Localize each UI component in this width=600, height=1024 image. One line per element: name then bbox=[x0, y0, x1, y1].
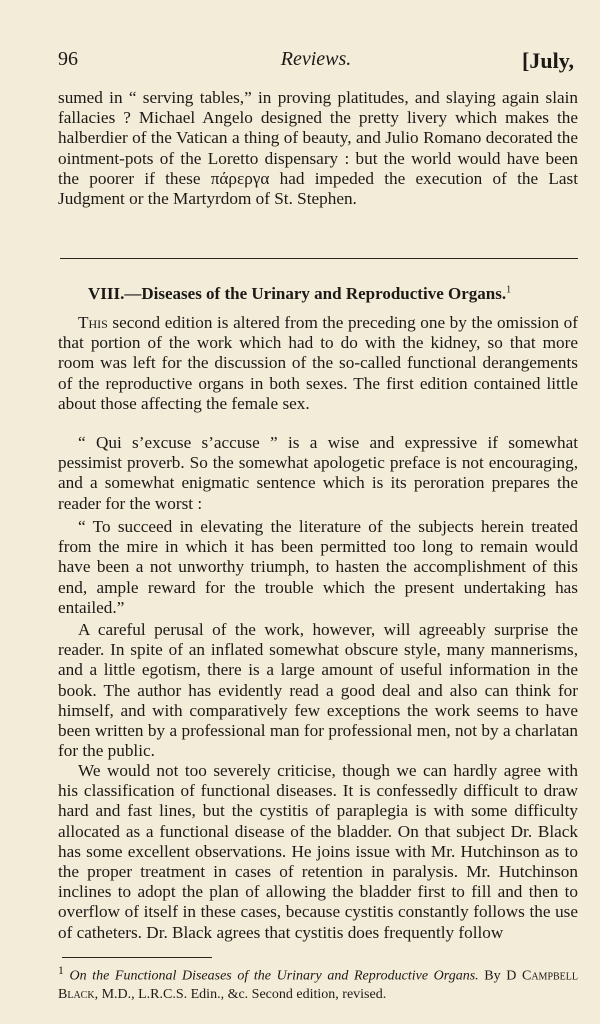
section-heading bbox=[88, 284, 588, 304]
page-number: 96 bbox=[58, 48, 78, 70]
section-divider bbox=[60, 258, 578, 259]
paragraph-3: A careful perusal of the work, however, will agreeably surprise the reader. In spite of an inflated somewhat obscure style, many mannerisms, and a little egotism, there is a large amount of useful information in the book. The author has evidently read a good deal and also can think for himself, and with comparatively few exceptions the work seems to have been written by a professional man for professional men, not by a charlatan for the public. bbox=[58, 620, 578, 761]
paragraph-2: “ Qui s’excuse s’accuse ” is a wise and expressive if somewhat pessimist proverb. So the somewhat apologetic preface is not encouraging, and a somewhat enigmatic sentence which is its peroration prepares the reader for the worst : bbox=[58, 433, 578, 513]
footnote-details: , M.D., L.R.C.S. Edin., &c. Second edition, revised. bbox=[94, 986, 387, 1002]
intro-paragraph: sumed in “ serving tables,” in proving platitudes, and slaying again slain fallacies ? Michael Angelo designed the pretty livery which makes the halberdier of the Vatican a thing of beauty, and Julio Romano decorated the ointment-pots of the Loretto dispensary : but the world would have been the poorer if these πάρεργα had impeded the execution of the Last Judgment or the Martyrdom of St. Stephen. bbox=[58, 88, 578, 209]
issue-label: [July, bbox=[522, 48, 574, 73]
block-quote: “ To succeed in elevating the literature of the subjects herein treated from the mire in which it has been permitted too long to remain would have been a not unworthy triumph, to hasten the accomplishment of this end, ample reward for the trouble which the present undertaking has entailed.” bbox=[58, 517, 578, 617]
paragraph-1-text: second edition is altered from the preceding one by the omission of that portion of the work which had to do with the kidney, so that more room was left for the discussion of the so-called functional derangements of the reproductive organs in both sexes. The first edition contained little about those affecting the female sex. bbox=[58, 313, 578, 413]
paragraph-4: We would not too severely criticise, though we can hardly agree with his classification of functional diseases. It is confessedly difficult to draw hard and fast lines, but the cystitis of paraplegia is with some difficulty allocated as a functional disease of the bladder. On that subject Dr. Black has some excellent observations. He joins issue with Mr. Hutchinson as to the proper treatment in cases of retention in paralysis. Mr. Hutchinson inclines to adopt the plan of allowing the bladder first to fill and then to overflow of itself in these cases, because cystitis constantly follows the use of catheters. Dr. Black agrees that cystitis does frequently follow bbox=[58, 761, 578, 942]
footnote-author: Campbell Black bbox=[58, 968, 579, 1002]
heading-footnote-marker: 1 bbox=[506, 284, 512, 296]
section-heading-text: VIII.—Diseases of the Urinary and Reproductive Organs. bbox=[88, 284, 507, 303]
paragraph-1-lead: This bbox=[78, 313, 108, 332]
footnote-by: By D bbox=[484, 968, 517, 984]
paragraph-1 bbox=[58, 313, 578, 414]
running-title: Reviews. bbox=[280, 48, 352, 70]
footnote-title: On the Functional Diseases of the Urinary and Reproductive Organs. bbox=[69, 968, 479, 984]
footnote-marker: 1 bbox=[58, 964, 64, 977]
page-header bbox=[58, 48, 574, 78]
footnote-divider bbox=[62, 957, 212, 958]
footnote bbox=[58, 962, 578, 1004]
